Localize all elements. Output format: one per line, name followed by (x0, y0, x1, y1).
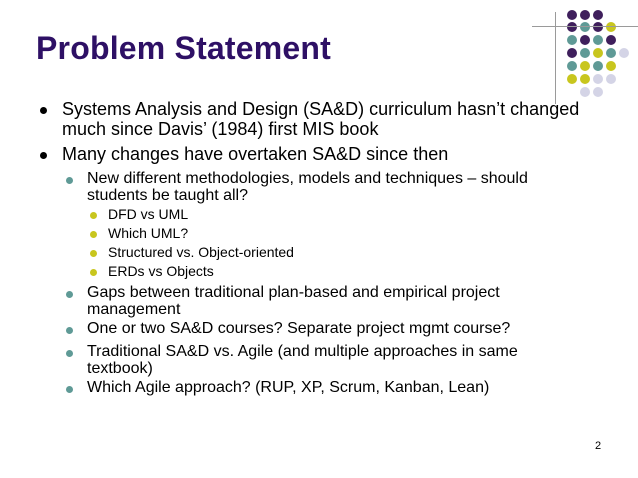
sub-bullet-dot (66, 291, 73, 298)
sub-sub-bullet-dot (90, 269, 97, 276)
sub-bullet-dot (66, 177, 73, 184)
bullet-dot (40, 107, 47, 114)
sub-bullet-dot (66, 327, 73, 334)
decor-dot (606, 61, 616, 71)
decor-dot (593, 87, 603, 97)
decor-dot (606, 22, 616, 32)
decor-dot (580, 35, 590, 45)
decor-dot (567, 48, 577, 58)
decor-dot (567, 74, 577, 84)
sub-bullet-item: Which Agile approach? (RUP, XP, Scrum, Kanban, Lean) (87, 379, 490, 396)
decor-dot (580, 61, 590, 71)
decor-dot (593, 48, 603, 58)
slide-title: Problem Statement (36, 30, 332, 66)
sub-bullet-dot (66, 386, 73, 393)
decor-dot (567, 10, 577, 20)
decor-horizontal-line (532, 26, 638, 27)
sub-sub-bullet-dot (90, 250, 97, 257)
page-number: 2 (595, 440, 602, 452)
sub-bullet-item: One or two SA&D courses? Separate project mgmt course? (87, 320, 511, 337)
decor-dot (593, 74, 603, 84)
sub-sub-bullet-item: Which UML? (108, 225, 189, 241)
decor-dot (580, 74, 590, 84)
sub-sub-bullet-item: DFD vs UML (108, 206, 189, 222)
sub-bullet-item: Traditional SA&D vs. Agile (and multiple approaches in same textbook) (87, 343, 518, 377)
decor-dot (606, 74, 616, 84)
decor-dot (606, 35, 616, 45)
decor-dot (567, 61, 577, 71)
decor-dot (580, 48, 590, 58)
sub-bullet-item: New different methodologies, models and techniques – should students be taught all? (87, 170, 528, 204)
bullet-item: Many changes have overtaken SA&D since then (62, 144, 449, 164)
bullet-dot (40, 152, 47, 159)
decor-dot (593, 22, 603, 32)
decor-dot (593, 10, 603, 20)
sub-sub-bullet-dot (90, 212, 97, 219)
decor-dot (567, 22, 577, 32)
decor-dot (619, 48, 629, 58)
sub-sub-bullet-dot (90, 231, 97, 238)
sub-bullet-dot (66, 350, 73, 357)
decor-dot (580, 87, 590, 97)
decor-dot (580, 10, 590, 20)
decor-dot (593, 35, 603, 45)
bullet-item: Systems Analysis and Design (SA&D) curriculum hasn’t changed much since Davis’ (1984) first MIS book (62, 99, 580, 139)
decor-dot (593, 61, 603, 71)
decor-dot (580, 22, 590, 32)
sub-sub-bullet-item: Structured vs. Object-oriented (108, 244, 294, 260)
decor-dot (606, 48, 616, 58)
decor-dot (567, 35, 577, 45)
decorative-dot-grid (0, 0, 638, 110)
sub-sub-bullet-item: ERDs vs Objects (108, 263, 214, 279)
sub-bullet-item: Gaps between traditional plan-based and empirical project management (87, 284, 500, 318)
